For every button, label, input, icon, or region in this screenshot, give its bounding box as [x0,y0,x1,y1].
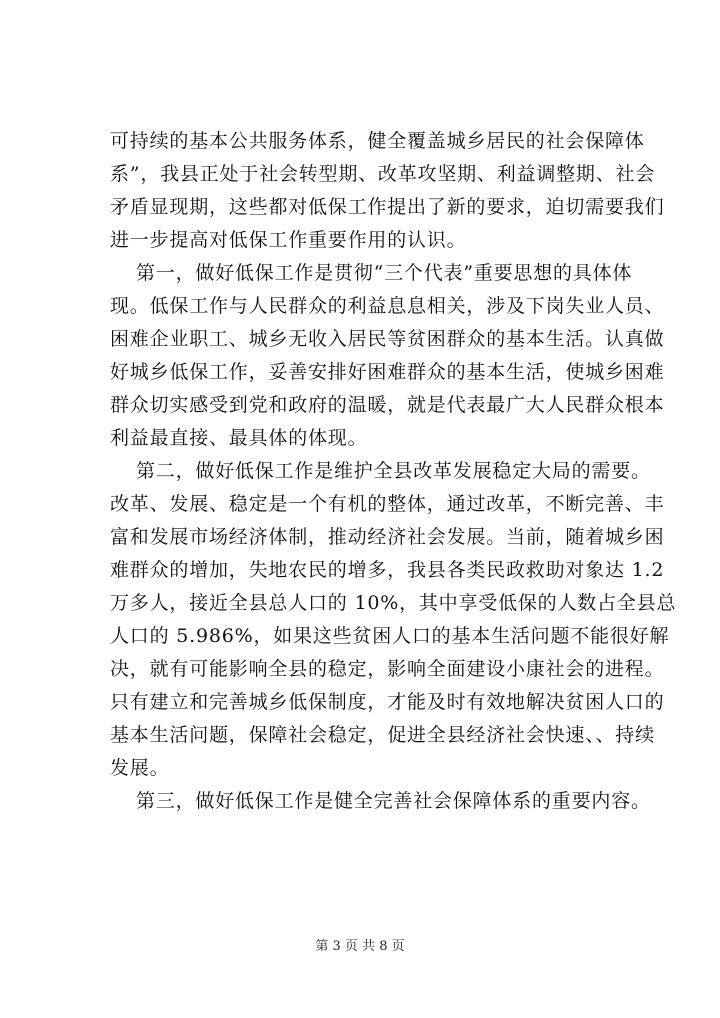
text-line: 难群众的增加，失地农民的增多，我县各类民政救助对象达 1.2 [110,559,665,581]
text-line: 现。低保工作与人民群众的利益息息相关，涉及下岗失业人员、 [110,295,665,317]
text-line: 系”，我县正处于社会转型期、改革攻坚期、利益调整期、社会 [110,163,656,185]
text-line: 群众切实感受到党和政府的温暖，就是代表最广大人民群众根本 [110,394,665,416]
paragraph-first-line: 第一，做好低保工作是贯彻“三个代表”重要思想的具体体 [136,262,633,284]
text-line: 可持续的基本公共服务体系，健全覆盖城乡居民的社会保障体 [110,130,645,152]
text-line: 好城乡低保工作，妥善安排好困难群众的基本生活，使城乡困难 [110,361,665,383]
text-line: 决，就有可能影响全县的稳定，影响全面建设小康社会的进程。 [110,658,665,680]
text-line: 万多人，接近全县总人口的 10%，其中享受低保的人数占全县总 [110,592,677,614]
text-line: 发展。 [110,757,170,779]
text-line: 富和发展市场经济体制，推动经济社会发展。当前，随着城乡困 [110,526,665,548]
text-line: 人口的 5.986%，如果这些贫困人口的基本生活问题不能很好解 [110,625,670,647]
text-line: 只有建立和完善城乡低保制度，才能及时有效地解决贫困人口的 [110,691,665,713]
text-line: 困难企业职工、城乡无收入居民等贫困群众的基本生活。认真做 [110,328,665,350]
text-line: 进一步提高对低保工作重要作用的认识。 [110,229,467,251]
text-line: 矛盾显现期，这些都对低保工作提出了新的要求，迫切需要我们 [110,196,665,218]
text-line: 利益最直接、最具体的体现。 [110,427,368,449]
page-number-footer: 第 3 页 共 8 页 [315,939,405,954]
text-line: 改革、发展、稳定是一个有机的整体，通过改革，不断完善、丰 [110,493,665,515]
paragraph-first-line: 第二，做好低保工作是维护全县改革发展稳定大局的需要。 [136,460,651,482]
text-line: 基本生活问题，保障社会稳定，促进全县经济社会快速、、持续 [110,724,655,746]
paragraph-first-line: 第三，做好低保工作是健全完善社会保障体系的重要内容。 [136,790,651,812]
